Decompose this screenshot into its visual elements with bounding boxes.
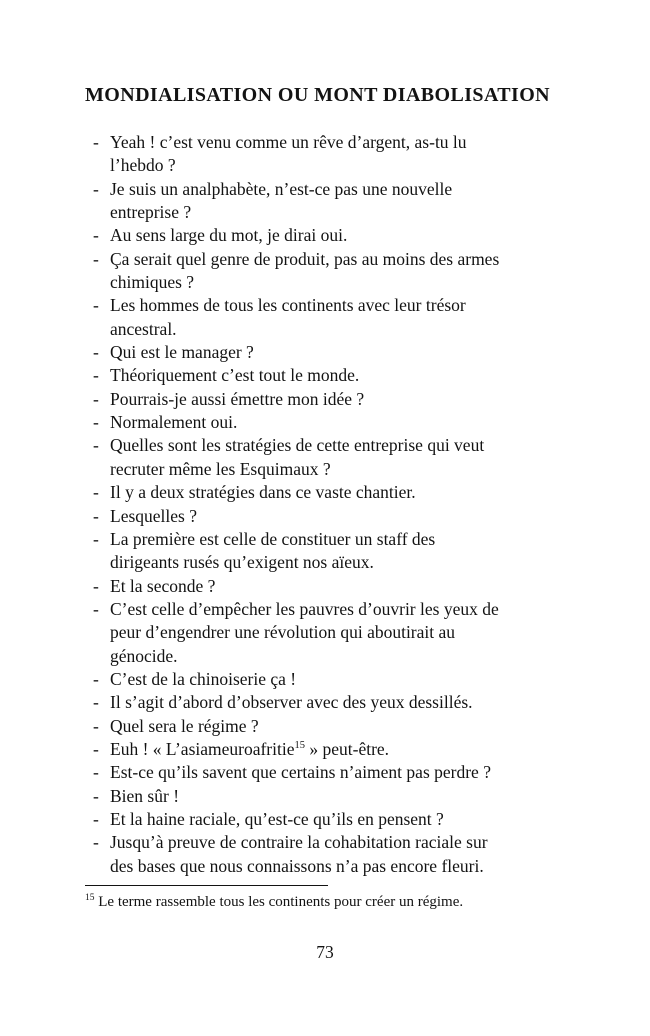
dialogue-text-line: La première est celle de constituer un staff des	[110, 528, 436, 549]
dash-marker: -	[93, 132, 99, 152]
dash-marker: -	[93, 412, 99, 433]
dialogue-text-line: chimiques ?	[110, 272, 195, 293]
footnote-marker: 15	[85, 893, 95, 903]
dialogue-item	[85, 808, 585, 831]
dash-marker: -	[93, 365, 99, 386]
dialogue-list	[85, 131, 585, 878]
dialogue-text-line: l’hebdo ?	[110, 155, 176, 176]
dash-marker: -	[93, 738, 99, 759]
dialogue-item	[85, 761, 585, 784]
page-content	[85, 83, 585, 878]
dialogue-text-line: peur d’engendrer une révolution qui aboutirait au	[110, 622, 456, 643]
dialogue-item	[85, 481, 585, 504]
dash-marker: -	[93, 505, 99, 526]
dialogue-text-line: Quel sera le régime ?	[110, 715, 259, 736]
dialogue-item	[85, 131, 585, 178]
dash-marker: -	[93, 248, 99, 269]
dialogue-item	[85, 575, 585, 598]
dialogue-item	[85, 341, 585, 364]
dialogue-text-line: Et la seconde ?	[110, 575, 216, 596]
dialogue-text-line: dirigeants rusés qu’exigent nos aïeux.	[110, 552, 374, 573]
dialogue-item	[85, 598, 585, 668]
dialogue-text-line: C’est de la chinoiserie ça !	[110, 668, 297, 689]
dash-marker: -	[93, 832, 99, 853]
dialogue-text-line: Je suis un analphabète, n’est-ce pas une nouvelle	[110, 178, 453, 199]
dash-marker: -	[93, 225, 99, 246]
dialogue-item	[85, 434, 585, 481]
dialogue-item	[85, 364, 585, 387]
dialogue-text-line: Normalement oui.	[110, 412, 238, 433]
dialogue-text-line: Au sens large du mot, je dirai oui.	[110, 225, 348, 246]
dialogue-item	[85, 528, 585, 575]
footnote	[85, 892, 565, 912]
dash-marker: -	[93, 342, 99, 363]
dialogue-item	[85, 505, 585, 528]
dialogue-item	[85, 294, 585, 341]
dash-marker: -	[93, 785, 99, 806]
page-number: 73	[316, 942, 334, 962]
dialogue-text-line: Lesquelles ?	[110, 505, 197, 526]
dash-marker: -	[93, 388, 99, 409]
dialogue-text-line: Ça serait quel genre de produit, pas au moins des armes	[110, 248, 500, 269]
dash-marker: -	[93, 808, 99, 829]
dialogue-item	[85, 691, 585, 714]
dash-marker: -	[93, 575, 99, 596]
dialogue-text-line: génocide.	[110, 645, 178, 666]
dialogue-text-line: Bien sûr !	[110, 785, 180, 806]
dash-marker: -	[93, 668, 99, 689]
dialogue-text-line: entreprise ?	[110, 202, 192, 223]
dialogue-text-line: Quelles sont les stratégies de cette entreprise qui veut	[110, 435, 485, 456]
dash-marker: -	[93, 295, 99, 316]
chapter-title: MONDIALISATION OU MONT DIABOLISATION	[85, 84, 551, 106]
dash-marker: -	[93, 178, 99, 199]
dialogue-text-line: Il s’agit d’abord d’observer avec des yeux dessillés.	[110, 692, 473, 713]
dash-marker: -	[93, 482, 99, 503]
dialogue-text-line: Théoriquement c’est tout le monde.	[110, 365, 360, 386]
dash-marker: -	[93, 762, 99, 783]
dialogue-item	[85, 668, 585, 691]
footnote-block	[85, 885, 565, 912]
dialogue-item	[85, 831, 585, 878]
dialogue-text-line: Pourrais-je aussi émettre mon idée ?	[110, 388, 365, 409]
dialogue-text-line: Yeah ! c’est venu comme un rêve d’argent, as-tu lu	[110, 132, 467, 152]
dialogue-item	[85, 715, 585, 738]
dash-marker: -	[93, 435, 99, 456]
dialogue-text-line: Et la haine raciale, qu’est-ce qu’ils en pensent ?	[110, 808, 444, 829]
dialogue-item	[85, 411, 585, 434]
footnote-text: Le terme rassemble tous les continents pour créer un régime.	[98, 894, 464, 910]
dash-marker: -	[93, 598, 99, 619]
dialogue-item	[85, 785, 585, 808]
dialogue-text-line: ancestral.	[110, 318, 177, 339]
dialogue-item	[85, 738, 585, 761]
dialogue-text-line: Il y a deux stratégies dans ce vaste chantier.	[110, 482, 416, 503]
dialogue-text-line: Euh ! « L’asiameuroafritie$^{15}$ » peut-être.	[110, 738, 390, 759]
dialogue-item	[85, 178, 585, 225]
dialogue-text-line: Les hommes de tous les continents avec leur trésor	[110, 295, 466, 316]
dialogue-item	[85, 248, 585, 295]
dash-marker: -	[93, 715, 99, 736]
dialogue-text-line: Jusqu’à preuve de contraire la cohabitation raciale sur	[110, 832, 488, 853]
dialogue-text-line: C’est celle d’empêcher les pauvres d’ouvrir les yeux de	[110, 598, 499, 619]
dialogue-text-line: des bases que nous connaissons n’a pas encore fleuri.	[110, 855, 484, 876]
footnote-rule	[85, 885, 328, 886]
dash-marker: -	[93, 692, 99, 713]
dialogue-item	[85, 224, 585, 247]
dialogue-text-line: Est-ce qu’ils savent que certains n’aiment pas perdre ?	[110, 762, 491, 783]
dialogue-text-line: Qui est le manager ?	[110, 342, 254, 363]
dialogue-text-line: recruter même les Esquimaux ?	[110, 458, 331, 479]
dash-marker: -	[93, 528, 99, 549]
dialogue-item	[85, 388, 585, 411]
